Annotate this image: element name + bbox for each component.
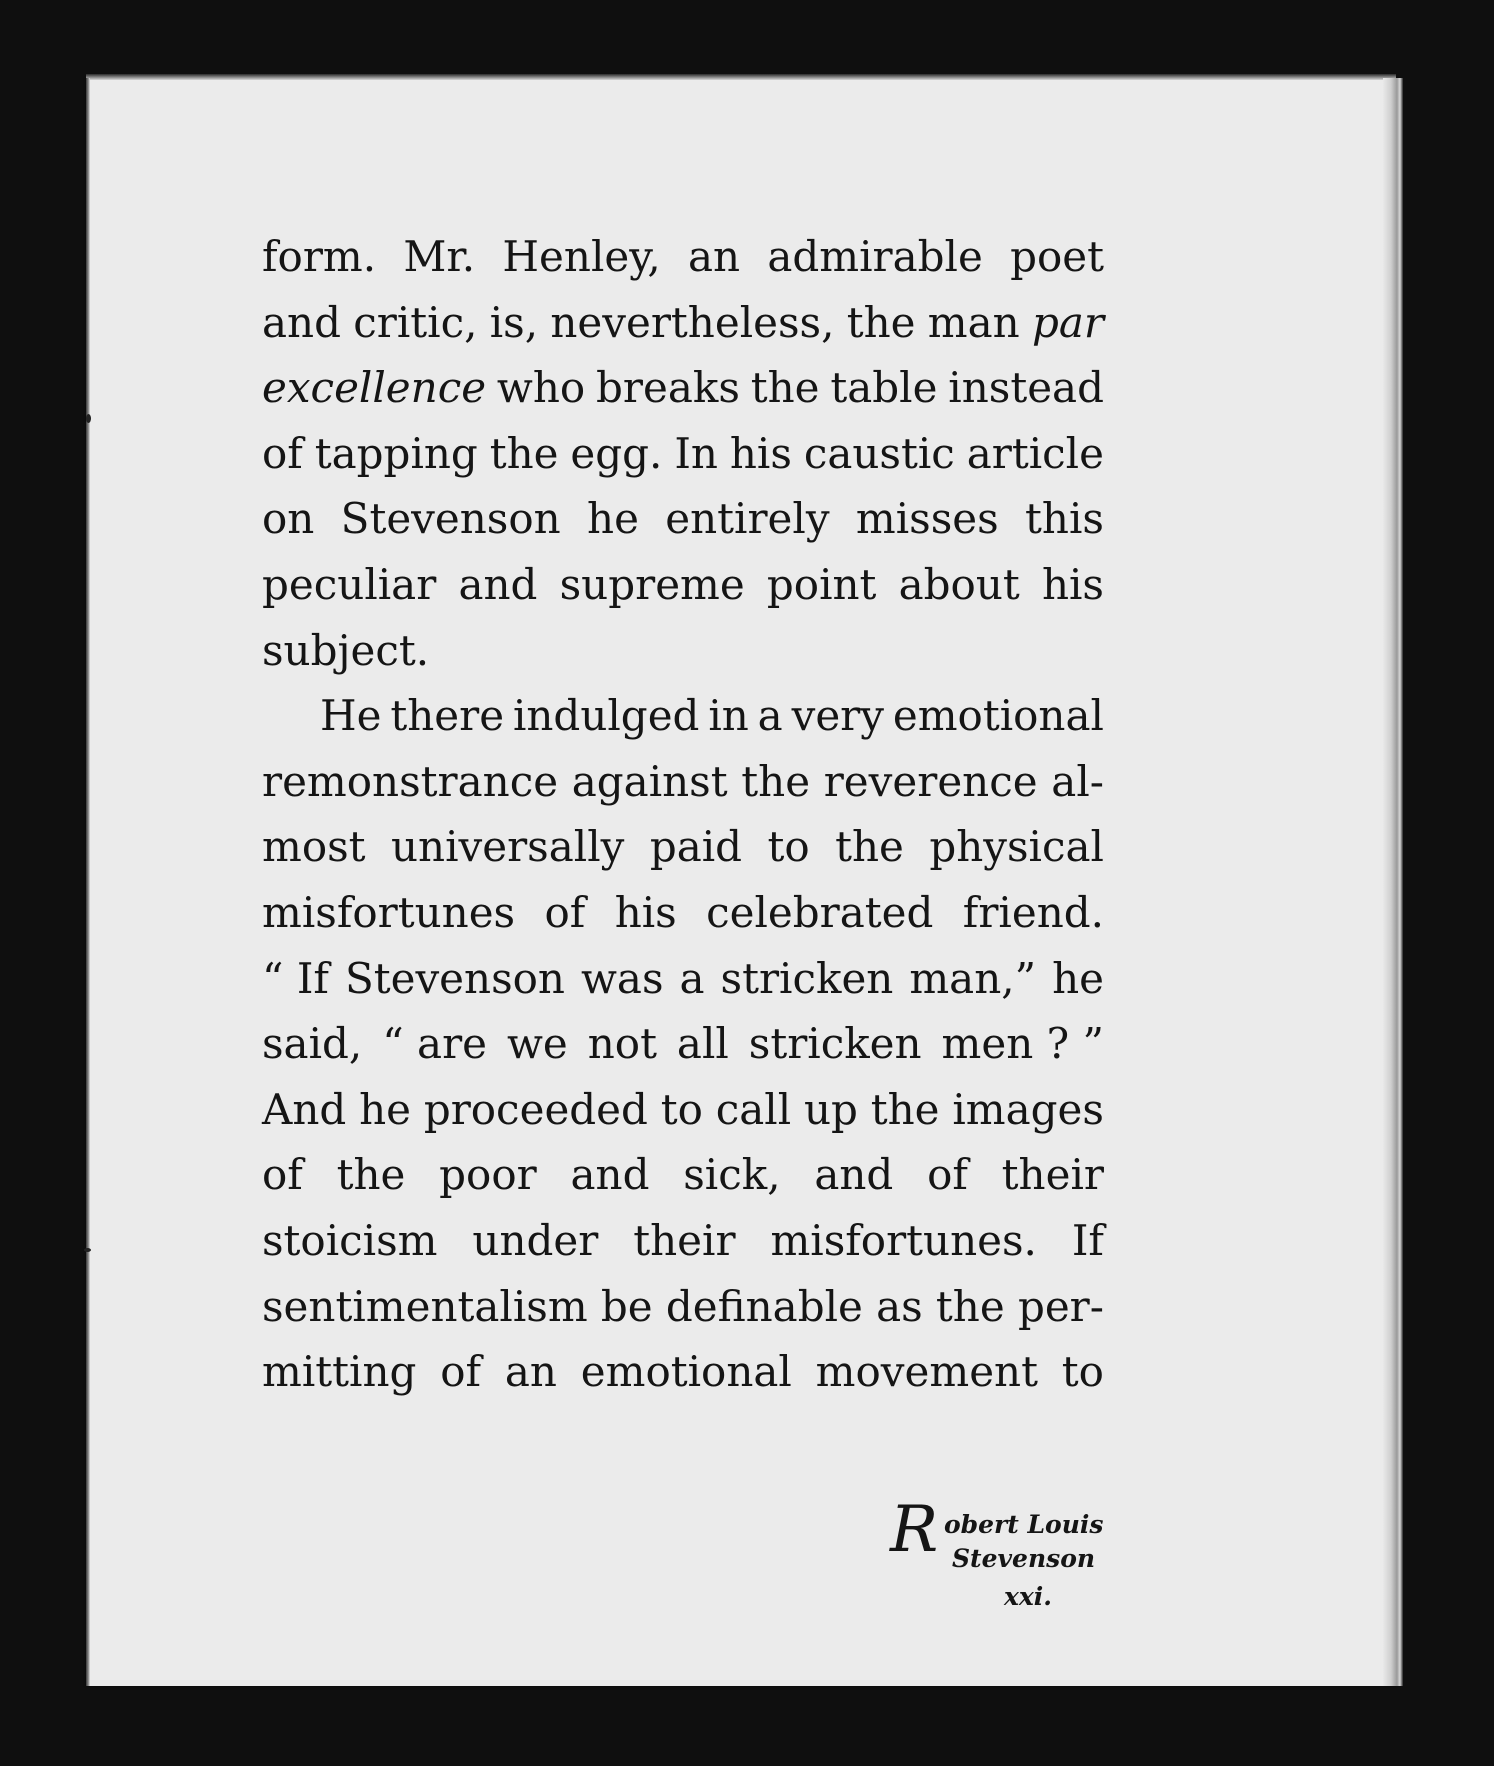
word: “ If	[262, 953, 329, 1003]
word: the	[750, 363, 820, 413]
word: peculiar	[262, 559, 437, 609]
word: table	[830, 363, 938, 413]
word: remonstrance	[262, 756, 559, 806]
word: egg.	[570, 428, 663, 478]
word: Stevenson	[340, 494, 561, 544]
word: emotional	[580, 1347, 792, 1397]
word: very	[791, 691, 884, 741]
word: who	[496, 363, 586, 413]
word: Stevenson	[344, 953, 565, 1003]
word: mitting	[262, 1347, 417, 1397]
word: men ? ”	[941, 1019, 1104, 1069]
page-right-edge	[1383, 78, 1403, 1686]
word: of	[440, 1347, 482, 1397]
word: stricken	[720, 953, 894, 1003]
page-top-edge	[86, 74, 1396, 80]
word: a	[757, 691, 783, 741]
word: is,	[489, 297, 539, 347]
text-line	[262, 814, 1104, 880]
word: nevertheless,	[550, 297, 835, 347]
signature-folio: xxi.	[1004, 1582, 1053, 1611]
word: the	[835, 822, 904, 872]
italic-word: excellence	[262, 363, 487, 413]
word: his	[614, 887, 677, 937]
word: poor	[439, 1150, 537, 1200]
word: paid	[649, 822, 743, 872]
word: his	[1041, 559, 1104, 609]
word: caustic	[803, 428, 955, 478]
text-line	[262, 880, 1104, 946]
word: He	[320, 691, 382, 741]
word: we	[506, 1019, 568, 1069]
word: images	[952, 1084, 1104, 1134]
text-line	[262, 1339, 1104, 1405]
text-line	[262, 618, 1104, 684]
word: he	[1052, 953, 1104, 1003]
word: stricken	[748, 1019, 922, 1069]
word: If	[1071, 1215, 1104, 1265]
word: against	[571, 756, 728, 806]
word: universally	[390, 822, 625, 872]
signature-line-1: obert Louis	[944, 1510, 1104, 1539]
word: poet	[1010, 232, 1104, 281]
word: was	[580, 953, 664, 1003]
text-line	[262, 946, 1104, 1012]
word: the	[489, 428, 559, 478]
word: subject.	[262, 625, 430, 675]
word: Mr.	[403, 232, 476, 281]
scan-speck	[86, 414, 91, 423]
word: form.	[262, 232, 377, 281]
word: this	[1025, 494, 1104, 544]
text-line	[262, 1077, 1104, 1143]
word: an	[504, 1347, 557, 1397]
word: a	[679, 953, 705, 1003]
word: not	[587, 1019, 657, 1069]
word: call	[715, 1084, 792, 1134]
signature-initial: R	[890, 1493, 939, 1567]
word: And	[262, 1084, 347, 1134]
word: breaks	[596, 363, 740, 413]
word: he	[359, 1084, 411, 1134]
text-line	[262, 1208, 1104, 1274]
text-line	[262, 1011, 1104, 1077]
text-line	[262, 1274, 1104, 1340]
italic-word: par	[1031, 297, 1104, 347]
word: on	[262, 494, 315, 544]
word: critic,	[353, 297, 478, 347]
word: point	[766, 559, 877, 609]
word: misses	[855, 494, 999, 544]
word: all	[676, 1019, 729, 1069]
word: his	[729, 428, 792, 478]
word: and	[570, 1150, 650, 1200]
word: up	[803, 1084, 858, 1134]
text-line	[262, 290, 1104, 356]
word: the	[935, 1281, 1005, 1331]
word: man,”	[909, 953, 1037, 1003]
word: per-	[1017, 1281, 1104, 1331]
word: In	[674, 428, 718, 478]
word: article	[966, 428, 1104, 478]
word: to	[767, 822, 810, 872]
word: definable	[665, 1281, 863, 1331]
word: celebrated	[706, 887, 934, 937]
word: of	[927, 1150, 968, 1200]
word: said,	[262, 1019, 363, 1069]
word: tapping	[314, 428, 478, 478]
word: al-	[1051, 756, 1104, 806]
word: entirely	[665, 494, 830, 544]
word: misfortunes	[262, 887, 516, 937]
word: be	[600, 1281, 653, 1331]
running-footer-signature	[884, 1493, 1124, 1628]
word: reverence	[823, 756, 1038, 806]
word: sick,	[683, 1150, 781, 1200]
word: and	[458, 559, 538, 609]
word: movement	[815, 1347, 1038, 1397]
word: instead	[948, 363, 1104, 413]
word: admirable	[767, 232, 983, 281]
word: their	[633, 1215, 736, 1265]
word: friend.	[962, 887, 1104, 937]
word: to	[1061, 1347, 1104, 1397]
word: of	[262, 428, 303, 478]
word: of	[544, 887, 586, 937]
word: misfortunes.	[770, 1215, 1037, 1265]
word: in	[708, 691, 749, 741]
word: supreme	[559, 559, 745, 609]
word: man	[927, 297, 1020, 347]
word: there	[390, 691, 505, 741]
signature-line-2: Stevenson	[952, 1544, 1096, 1573]
word: Henley,	[502, 232, 661, 281]
word: indulged	[512, 691, 700, 741]
word: under	[472, 1215, 599, 1265]
word: he	[587, 494, 639, 544]
word: and	[814, 1150, 894, 1200]
word: stoicism	[262, 1215, 438, 1265]
word: “ are	[382, 1019, 488, 1069]
word: about	[898, 559, 1020, 609]
word: physical	[929, 822, 1104, 872]
word: as	[876, 1281, 923, 1331]
word: proceeded	[423, 1084, 648, 1134]
word: sentimentalism	[262, 1281, 588, 1331]
word: emotional	[892, 691, 1104, 741]
word: their	[1001, 1150, 1104, 1200]
word: most	[262, 822, 366, 872]
word: of	[262, 1150, 303, 1200]
text-line	[262, 486, 1104, 552]
scan-speck	[84, 1248, 91, 1252]
word: the	[741, 756, 811, 806]
word: and	[262, 297, 341, 347]
word: the	[870, 1084, 940, 1134]
body-text	[262, 224, 1104, 1405]
text-line	[262, 683, 1104, 749]
page-gutter-edge	[86, 78, 90, 1686]
word: the	[336, 1150, 406, 1200]
text-line	[262, 749, 1104, 815]
word: the	[846, 297, 916, 347]
text-line	[262, 552, 1104, 618]
text-line	[262, 421, 1104, 487]
text-line	[262, 1142, 1104, 1208]
text-line	[262, 224, 1104, 290]
word: to	[660, 1084, 703, 1134]
word: an	[688, 232, 741, 281]
text-line	[262, 355, 1104, 421]
